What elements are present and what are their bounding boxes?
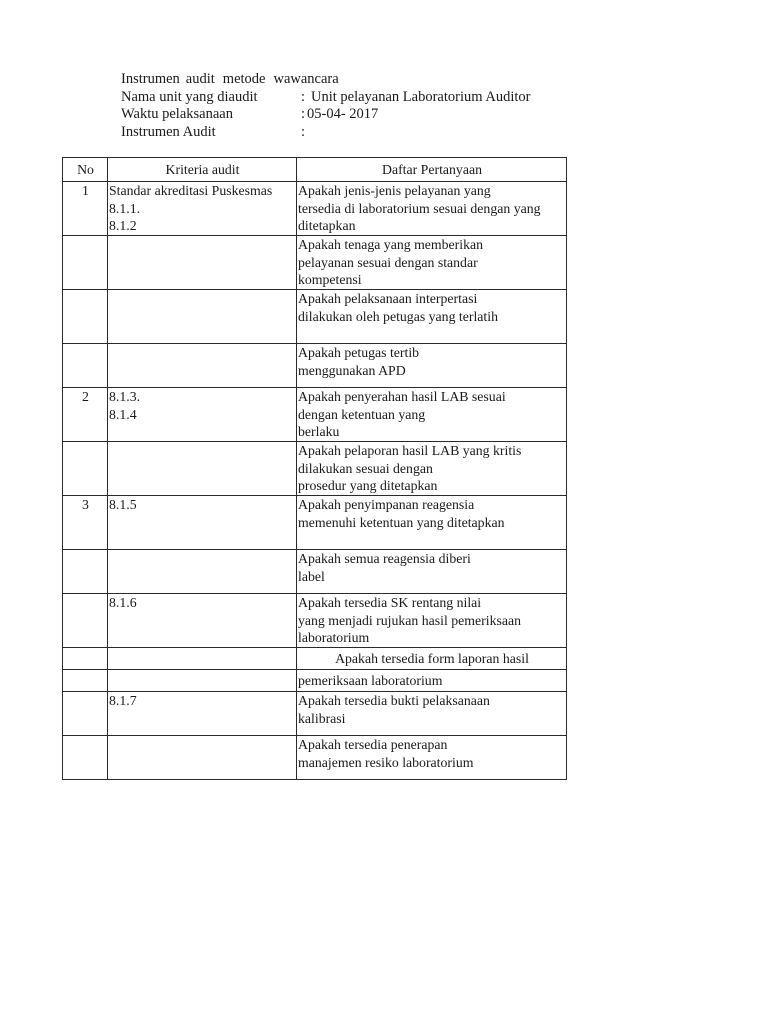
cell-no [63, 236, 108, 290]
cell-pertanyaan [297, 736, 567, 780]
pertanyaan-line: prosedur yang ditetapkan [298, 478, 438, 493]
field-value: 05-04- 2017 [307, 106, 379, 122]
cell-kriteria [108, 442, 297, 496]
cell-no: 1 [63, 182, 108, 236]
cell-pertanyaan [297, 388, 567, 442]
table-body [63, 182, 567, 780]
cell-pertanyaan [297, 670, 567, 692]
pertanyaan-line: memenuhi ketentuan yang ditetapkan [298, 514, 505, 530]
kriteria-line: 8.1.2 [109, 218, 137, 233]
cell-pertanyaan [297, 344, 567, 388]
table-row [63, 182, 567, 236]
field-date [121, 106, 379, 124]
kriteria-line: Standar akreditasi Puskesmas [109, 183, 273, 198]
field-instrument [121, 124, 339, 142]
kriteria-line: 8.1.5 [109, 497, 137, 512]
field-colon: : [301, 123, 306, 140]
pertanyaan-line: dilakukan sesuai dengan [298, 460, 433, 476]
instrument-title [121, 71, 339, 89]
pertanyaan-line: Apakah penyimpanan reagensia [298, 497, 475, 512]
cell-kriteria [108, 692, 297, 736]
cell-no [63, 736, 108, 780]
cell-pertanyaan [297, 648, 567, 670]
pertanyaan-line: dengan ketentuan yang [298, 406, 426, 422]
cell-no [63, 344, 108, 388]
cell-no [63, 550, 108, 594]
table-row [63, 692, 567, 736]
pertanyaan-line: Apakah tersedia bukti pelaksanaan [298, 693, 490, 708]
pertanyaan-line: Apakah tersedia SK rentang nilai [298, 595, 482, 610]
cell-no [63, 692, 108, 736]
cell-kriteria [108, 496, 297, 550]
cell-pertanyaan [297, 692, 567, 736]
pertanyaan-line: Apakah pelaksanaan interpertasi [298, 291, 478, 306]
cell-pertanyaan [297, 496, 567, 550]
column-header-pertanyaan: Daftar Pertanyaan [297, 158, 567, 182]
cell-no [63, 648, 108, 670]
pertanyaan-line: ditetapkan [298, 218, 356, 233]
cell-kriteria [108, 736, 297, 780]
pertanyaan-line: Apakah pelaporan hasil LAB yang kritis [298, 443, 522, 458]
pertanyaan-line: Apakah petugas tertib [298, 345, 420, 360]
field-label: Nama unit yang diaudit [121, 88, 258, 105]
cell-kriteria [108, 594, 297, 648]
cell-pertanyaan [297, 236, 567, 290]
table-row [63, 290, 567, 344]
kriteria-line: 8.1.3. [109, 389, 141, 404]
pertanyaan-line: dilakukan oleh petugas yang terlatih [298, 308, 498, 324]
cell-no: 2 [63, 388, 108, 442]
table-row [63, 344, 567, 388]
pertanyaan-line: kompetensi [298, 272, 362, 287]
pertanyaan-line: menggunakan APD [298, 362, 406, 378]
table-row [63, 670, 567, 692]
document-header [121, 71, 531, 141]
table-row [63, 442, 567, 496]
field-colon: : [301, 106, 306, 122]
field-value: Unit pelayanan Laboratorium Auditor [311, 88, 531, 105]
title-word: metode [222, 71, 266, 87]
title-word: Instrumen [121, 71, 180, 87]
pertanyaan-line: yang menjadi rujukan hasil pemeriksaan [298, 612, 521, 628]
field-label: Instrumen Audit [121, 123, 216, 140]
pertanyaan-line: kalibrasi [298, 710, 346, 726]
table-row [63, 550, 567, 594]
pertanyaan-line: tersedia di laboratorium sesuai dengan yang [298, 200, 541, 216]
pertanyaan-line: Apakah tersedia form laporan hasil [335, 650, 529, 666]
pertanyaan-line: pemeriksaan laboratorium [298, 672, 443, 688]
field-label: Waktu pelaksanaan [121, 106, 233, 122]
cell-kriteria [108, 550, 297, 594]
title-word: wawancara [273, 71, 339, 87]
cell-no [63, 670, 108, 692]
cell-no [63, 594, 108, 648]
column-header-kriteria: Kriteria audit [108, 158, 297, 182]
kriteria-line: 8.1.7 [109, 693, 137, 708]
pertanyaan-line: laboratorium [298, 630, 370, 645]
cell-no: 3 [63, 496, 108, 550]
pertanyaan-line: Apakah semua reagensia diberi [298, 551, 471, 566]
kriteria-line: 8.1.6 [109, 595, 137, 610]
pertanyaan-line: Apakah jenis-jenis pelayanan yang [298, 183, 491, 198]
cell-no [63, 290, 108, 344]
cell-kriteria [108, 182, 297, 236]
cell-kriteria [108, 344, 297, 388]
column-header-no: No [63, 158, 108, 182]
table-header-row [63, 158, 567, 182]
table-row [63, 496, 567, 550]
pertanyaan-line: Apakah tersedia penerapan [298, 737, 448, 752]
pertanyaan-line: label [298, 568, 325, 584]
cell-pertanyaan [297, 550, 567, 594]
table-row [63, 236, 567, 290]
cell-kriteria [108, 388, 297, 442]
kriteria-line: 8.1.1. [109, 200, 141, 216]
pertanyaan-line: Apakah penyerahan hasil LAB sesuai [298, 389, 506, 404]
cell-kriteria [108, 670, 297, 692]
audit-table [62, 157, 567, 780]
table-row [63, 388, 567, 442]
cell-pertanyaan [297, 290, 567, 344]
cell-kriteria [108, 290, 297, 344]
cell-pertanyaan [297, 182, 567, 236]
cell-no [63, 442, 108, 496]
field-unit [121, 88, 531, 107]
cell-kriteria [108, 648, 297, 670]
kriteria-line: 8.1.4 [109, 406, 137, 422]
table-row [63, 594, 567, 648]
pertanyaan-line: berlaku [298, 424, 340, 439]
field-colon: : [301, 88, 306, 105]
pertanyaan-line: Apakah tenaga yang memberikan [298, 237, 484, 252]
table-row [63, 736, 567, 780]
table-row [63, 648, 567, 670]
title-word: audit [185, 71, 215, 87]
cell-pertanyaan [297, 594, 567, 648]
cell-kriteria [108, 236, 297, 290]
pertanyaan-line: pelayanan sesuai dengan standar [298, 254, 478, 270]
pertanyaan-line: manajemen resiko laboratorium [298, 754, 474, 770]
cell-pertanyaan [297, 442, 567, 496]
